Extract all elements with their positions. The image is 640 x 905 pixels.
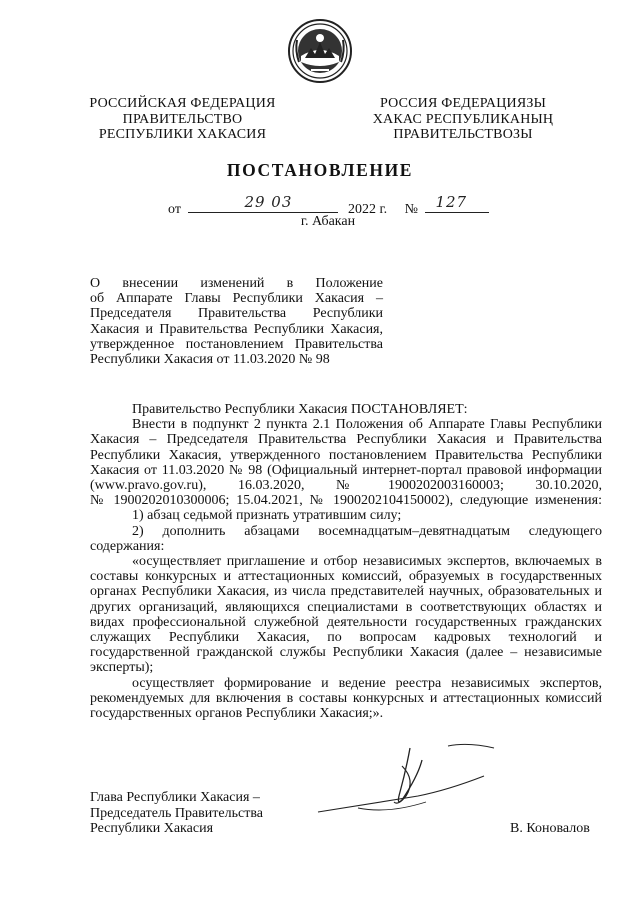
subject-line: Хакасия и Правительства Республики Хакасия, xyxy=(90,321,383,337)
body-line: Хакасия – Председателя Правительства Республики Хакасия и Правительства xyxy=(90,432,602,448)
paragraph-amendment xyxy=(90,417,602,508)
handwritten-date: 29 03 xyxy=(244,193,293,211)
header-left-line: РЕСПУБЛИКИ ХАКАСИЯ xyxy=(98,127,267,142)
coat-of-arms-emblem xyxy=(287,18,353,84)
subject-line: Председателя Правительства Республики xyxy=(90,306,383,322)
item-one: 1) абзац седьмой признать утратившим силу; xyxy=(132,508,402,524)
body-line: Хакасия от 11.03.2020 № 98 (Официальный интернет-портал правовой информации xyxy=(90,462,602,478)
quoted-paragraph-one xyxy=(90,554,602,676)
body-line: № 1900202010300006; 15.04.2021, № 1900202104150002), следующие изменения: xyxy=(90,493,602,509)
decree-intro: Правительство Республики Хакасия ПОСТАНОВЛЯЕТ: xyxy=(132,402,468,417)
quote-line: составы конкурсных и аттестационных комиссий, образуемых в государственных xyxy=(90,569,602,585)
city-line: г. Абакан xyxy=(300,214,356,229)
header-left-block xyxy=(80,96,285,143)
handwritten-signature xyxy=(298,740,508,830)
header-left-line: РОССИЙСКАЯ ФЕДЕРАЦИЯ xyxy=(89,96,276,111)
quote-line: «осуществляет приглашение и отбор независимых экспертов, включаемых в xyxy=(132,554,602,570)
position-line: Председатель Правительства xyxy=(90,805,263,821)
body-line: (www.pravo.gov.ru), 16.03.2020, № 1900202003160003; 30.10.2020, xyxy=(90,478,602,494)
header-right-block xyxy=(358,96,568,143)
quote-line: осуществляет формирование и ведение реестра независимых экспертов, xyxy=(132,675,602,691)
quote-line: органах Республики Хакасия, из числа представителей научных, образовательных и xyxy=(90,584,602,600)
quote-line: эксперты); xyxy=(90,660,154,676)
subject-line: Республики Хакасия от 11.03.2020 № 98 xyxy=(90,352,330,368)
number-field xyxy=(425,193,489,213)
item-two-continuation: содержания: xyxy=(90,538,165,554)
year-text: 2022 г. xyxy=(347,202,388,217)
item-two: 2) дополнить абзацами восемнадцатым–девятнадцатым следующего xyxy=(132,523,602,539)
subject-line: О внесении изменений в Положение xyxy=(90,276,383,291)
number-sign: № xyxy=(404,202,418,217)
header-left-line: ПРАВИТЕЛЬСТВО xyxy=(122,111,243,127)
signatory-name: В. Коновалов xyxy=(510,821,590,836)
document-subject xyxy=(90,276,383,367)
document-body xyxy=(90,402,602,721)
subject-line: утвержденное постановлением Правительства xyxy=(90,336,383,352)
quote-line: государственной гражданской службы Республики Хакасия (далее – независимые xyxy=(90,645,602,661)
quote-line: служащих Республики Хакасия, по вопросам кадровых технологий и xyxy=(90,630,602,646)
header-right-line: ПРАВИТЕЛЬСТВОЗЫ xyxy=(393,127,533,142)
body-line: Республики Хакасия, утвержденного постановлением Правительства Республики xyxy=(90,447,602,463)
quote-line: видах профессиональной служебной деятельности государственных гражданских xyxy=(90,614,602,630)
quoted-paragraph-two xyxy=(90,676,602,722)
subject-line: об Аппарате Главы Республики Хакасия – xyxy=(90,291,383,307)
quote-line: других организаций, являющихся специалистами в соответствующих областях и xyxy=(90,599,602,615)
document-type-title: ПОСТАНОВЛЕНИЕ xyxy=(226,160,414,180)
handwritten-number: 127 xyxy=(435,193,468,211)
header-right-line: РОССИЯ ФЕДЕРАЦИЯЗЫ xyxy=(379,96,547,111)
quote-line: государственных органов Республики Хакасия;». xyxy=(90,706,384,722)
body-line: Внести в подпункт 2 пункта 2.1 Положения об Аппарате Главы Республики xyxy=(132,417,602,433)
position-line: Глава Республики Хакасия – xyxy=(90,790,260,805)
signatory-position xyxy=(90,790,263,837)
quote-line: рекомендуемых для включения в составы конкурсных и аттестационных комиссий xyxy=(90,690,602,706)
date-field xyxy=(188,193,338,213)
header-right-line: ХАКАС РЕСПУБЛИКАНЫҢ xyxy=(372,111,554,127)
date-prefix: от xyxy=(168,202,181,217)
position-line: Республики Хакасия xyxy=(90,821,214,836)
